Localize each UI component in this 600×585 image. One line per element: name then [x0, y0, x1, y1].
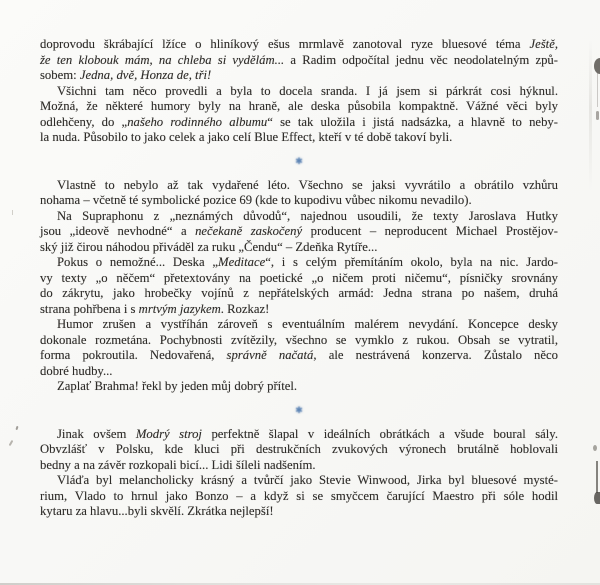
text-run: doprovodu škrábající lžíce o hliníkový ešus mrmlavě zanotoval ryze bluesové téma [40, 37, 530, 51]
paragraph [40, 37, 558, 84]
paragraph [40, 178, 558, 209]
asterisk-icon: ✱ [295, 405, 303, 416]
scan-speck-left [12, 210, 13, 215]
text-line [40, 130, 558, 146]
text-run: Vláďa byl melancholicky krásný a tvůrčí jako Stevie Winwood, Jirka byl bluesové mysté- [57, 473, 558, 487]
text-line [40, 458, 558, 474]
text-run: rium, Vlado to hrnul jako Bonzo – a když si se smyčcem čarující Maestro při sóle hodil [40, 488, 558, 503]
scan-artifact-right [594, 58, 600, 74]
text-line [40, 317, 558, 333]
text-run: Obvzlášť v Polsku, kde kluci při destrukčních zvukových výronech brutálně hoblovali [40, 442, 558, 456]
text-run: kytaru za hlavu...byli skvělí. Zkrátka nejlepší! [40, 504, 274, 518]
paragraph [40, 427, 558, 474]
text-run: dobré hudby... [40, 363, 113, 378]
text-run: Humor zrušen a vystříhán zároveň s eventuálním malérem nevydání. Koncepce desky [57, 317, 558, 331]
italic-text-run: správně načatá [226, 348, 314, 362]
paper-crease [589, 40, 592, 190]
text-line [40, 37, 558, 53]
scan-artifact-right [597, 73, 598, 107]
section-separator [40, 395, 558, 427]
text-run: Na Supraphonu z „neznámých důvodů“, najednou usoudili, že texty Jaroslava Hutky [57, 208, 558, 223]
text-line [40, 99, 558, 115]
text-run: dokonale rozmetána. Pochybnosti zvítězily, všechno se vymklo z rukou. Obsah se vytratil, [40, 332, 558, 347]
text-run: do zákrytu, jako hrobečky vojínů z nepřátelských armád: Jedna strana po našem, druhá [40, 286, 558, 300]
text-run: jsou „ideově nevhodné“ a [40, 224, 196, 238]
text-line [40, 224, 558, 240]
text-run: perfektně šlapal v ideálních obrátkách a všude boural sály. [201, 426, 558, 441]
italic-text-run: Ještě, [529, 37, 558, 51]
italic-text-run: mrtvým jazykem [138, 301, 221, 316]
italic-text-run: Meditace [218, 255, 266, 269]
text-line [40, 442, 558, 458]
text-line [40, 348, 558, 364]
scan-artifact-right [596, 461, 598, 493]
text-line [40, 504, 558, 520]
text-line [40, 53, 558, 69]
text-line [40, 209, 558, 225]
text-line [40, 240, 558, 256]
text-run: “, i s celým přemítáním okolo, byla na nic. Jardo- [265, 255, 558, 269]
text-run: Možná, že některé humory byly na hraně, ale deska působila kompaktně. Vážné věci byly [40, 99, 558, 113]
paragraph [40, 255, 558, 317]
text-line [40, 489, 558, 505]
text-run: sobem: [40, 68, 80, 82]
paragraph [40, 84, 558, 146]
text-run: nohama – včetně té symbolické pozice 69 (kde to kupodivu vůbec nikomu nevadilo). [40, 193, 472, 207]
text-line [40, 333, 558, 349]
paragraph [40, 209, 558, 256]
scan-speck-left [9, 440, 14, 446]
paragraph [40, 473, 558, 520]
italic-text-run: Jedna, dvě, Honza de, tři! [79, 68, 212, 82]
paragraph [40, 379, 558, 395]
italic-text-run: nečekaně zaskočený [195, 224, 303, 238]
italic-text-run: Modrý stroj [135, 426, 202, 441]
text-line [40, 115, 558, 131]
paragraph [40, 317, 558, 379]
text-line [40, 178, 558, 194]
text-run: a Radim odpočítal jednu věc neodolatelným způ- [284, 52, 558, 67]
section-separator [40, 146, 558, 178]
scan-artifact-right [593, 445, 597, 451]
text-run: Pokus o nemožné... Deska „ [57, 255, 219, 269]
text-run: Všichni tam něco provedli a byla to docela sranda. I já jsem si párkrát cosi hýknul. [57, 83, 558, 98]
scan-artifact-right [594, 492, 600, 504]
text-run: la nuda. Působilo to jako celek a jako celí Blue Effect, kteří v té době takoví byli. [40, 130, 453, 144]
text-run: . Rozkaz! [220, 301, 270, 316]
asterisk-icon: ✱ [295, 156, 303, 167]
text-line [40, 427, 558, 443]
text-run: forma pokroutila. Nedovařená, [40, 348, 227, 362]
text-line [40, 84, 558, 100]
text-line [40, 271, 558, 287]
text-run: bedny a na závěr rozkopali bicí... Lidi šíleli nadšením. [40, 457, 316, 472]
text-run: strana pohřbena i s [40, 301, 139, 316]
text-run: Jinak ovšem [57, 426, 136, 441]
italic-text-run: že ten klobouk mám, na chleba si vydělám... [40, 52, 285, 67]
italic-text-run: našeho rodinného albumu [127, 114, 268, 129]
text-run: “ se tak uložila i jistá nadsázka, a hlavně to neby- [267, 114, 558, 129]
text-line [40, 379, 558, 395]
scan-artifact-right [596, 111, 599, 120]
text-run: Zaplať Brahma! řekl by jeden můj dobrý přítel. [57, 379, 298, 393]
body-text [40, 37, 558, 520]
text-run: vy texty „o něčem“ přetextovány na poetické „o ničem proti ničemu“, písničky srovnány [40, 270, 558, 285]
text-line [40, 286, 558, 302]
scan-speck-left [15, 426, 18, 430]
text-line [40, 302, 558, 318]
text-run: producent – neproducent Michael Prostějov- [302, 224, 558, 238]
text-run: ský již čirou náhodou přiváděl za ruku „Čendu“ – Zdeňka Rytíře... [40, 239, 378, 254]
text-line [40, 364, 558, 380]
text-run: Vlastně to nebylo až tak vydařené léto. Všechno se jaksi vyvrátilo a obrátilo vzhůru [57, 177, 558, 192]
text-line [40, 473, 558, 489]
text-line [40, 68, 558, 84]
text-run: , ale nestrávená konzerva. Zůstalo něco [313, 348, 559, 362]
text-run: odlehčeny, do „ [40, 114, 128, 129]
text-line [40, 193, 558, 209]
text-line [40, 255, 558, 271]
